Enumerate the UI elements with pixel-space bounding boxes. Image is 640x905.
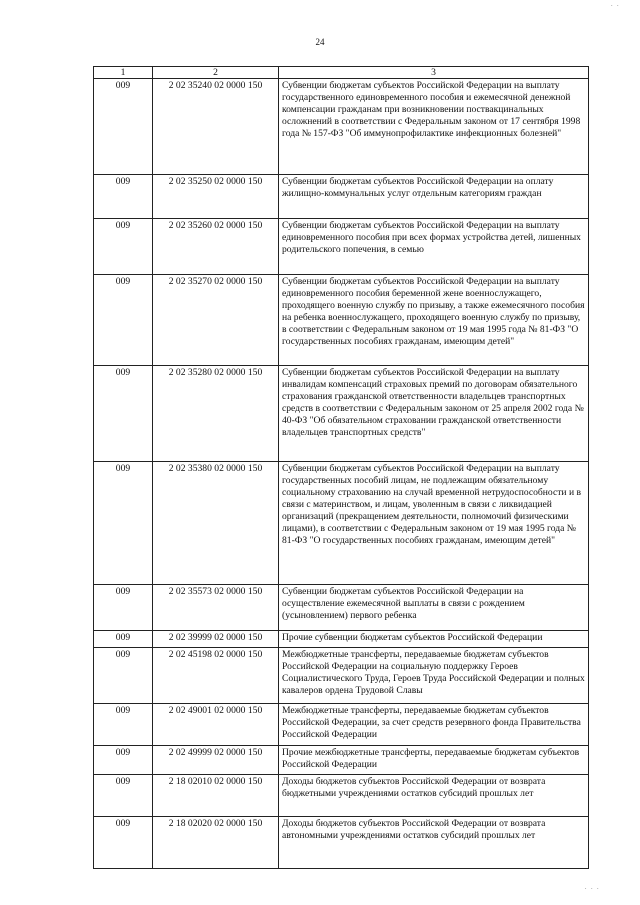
budget-code-cell: 2 02 35280 02 0000 150 — [153, 366, 279, 462]
admin-code-cell: 009 — [94, 175, 153, 219]
budget-code-cell: 2 02 35250 02 0000 150 — [153, 175, 279, 219]
budget-code-cell: 2 18 02020 02 0000 150 — [153, 817, 279, 869]
admin-code-cell: 009 — [94, 366, 153, 462]
description-cell: Субвенции бюджетам субъектов Российской Федерации на осуществление ежемесячной выплаты в связи с рождением (усыновлением) первого ребенка — [279, 585, 589, 631]
description-cell: Межбюджетные трансферты, передаваемые бюджетам субъектов Российской Федерации, за счет средств резервного фонда Правительства Российской Федерации — [279, 704, 589, 746]
revenue-codes-table — [93, 66, 589, 869]
description-cell: Субвенции бюджетам субъектов Российской Федерации на выплату единовременного пособия беременной жене военнослужащего, проходящего военную службу по призыву, а также ежемесячного пособия на ребенка военнослужащего, проходящего военную службу по призыву, в соответствии с Федеральным законом от 19 мая 1995 года № 81-ФЗ "О государственных пособиях гражданам, имеющим детей" — [279, 275, 589, 366]
table-row — [94, 175, 589, 219]
column-header-3: 3 — [279, 67, 589, 79]
corner-mark-top: · · — [610, 2, 620, 10]
table-row — [94, 366, 589, 462]
budget-code-cell: 2 02 35270 02 0000 150 — [153, 275, 279, 366]
admin-code-cell: 009 — [94, 631, 153, 648]
admin-code-cell: 009 — [94, 775, 153, 817]
table-row — [94, 79, 589, 175]
table-row — [94, 219, 589, 275]
budget-code-cell: 2 18 02010 02 0000 150 — [153, 775, 279, 817]
budget-code-cell: 2 02 39999 02 0000 150 — [153, 631, 279, 648]
admin-code-cell: 009 — [94, 817, 153, 869]
budget-code-cell: 2 02 35573 02 0000 150 — [153, 585, 279, 631]
page-number: 24 — [315, 37, 325, 47]
table-row — [94, 817, 589, 869]
admin-code-cell: 009 — [94, 704, 153, 746]
description-cell: Субвенции бюджетам субъектов Российской Федерации на выплату государственных пособий лицам, не подлежащим обязательному социальному страхованию на случай временной нетрудоспособности и в связи с материнством, и лицам, уволенным в связи с ликвидацией организаций (прекращением деятельности, полномочий физическими лицами), в соответствии с Федеральным законом от 19 мая 1995 года № 81-ФЗ "О государственных пособиях гражданам, имеющим детей" — [279, 462, 589, 585]
description-cell: Субвенции бюджетам субъектов Российской Федерации на оплату жилищно-коммунальных услуг отдельным категориям граждан — [279, 175, 589, 219]
budget-code-cell: 2 02 45198 02 0000 150 — [153, 648, 279, 704]
description-cell: Субвенции бюджетам субъектов Российской Федерации на выплату инвалидам компенсаций страховых премий по договорам обязательного страхования гражданской ответственности владельцев транспортных средств в соответствии с Федеральным законом от 25 апреля 2002 года № 40-ФЗ "Об обязательном страховании гражданской ответственности владельцев транспортных средств" — [279, 366, 589, 462]
admin-code-cell: 009 — [94, 746, 153, 775]
admin-code-cell: 009 — [94, 585, 153, 631]
description-cell: Субвенции бюджетам субъектов Российской Федерации на выплату единовременного пособия при всех формах устройства детей, лишенных родительского попечения, в семью — [279, 219, 589, 275]
table-row — [94, 585, 589, 631]
admin-code-cell: 009 — [94, 219, 153, 275]
budget-code-cell: 2 02 49001 02 0000 150 — [153, 704, 279, 746]
description-cell: Доходы бюджетов субъектов Российской Федерации от возврата бюджетными учреждениями остатков субсидий прошлых лет — [279, 775, 589, 817]
description-cell: Прочие субвенции бюджетам субъектов Российской Федерации — [279, 631, 589, 648]
table-row — [94, 462, 589, 585]
corner-mark-bottom: · · · — [584, 885, 600, 893]
budget-code-cell: 2 02 35380 02 0000 150 — [153, 462, 279, 585]
admin-code-cell: 009 — [94, 275, 153, 366]
admin-code-cell: 009 — [94, 462, 153, 585]
budget-code-cell: 2 02 49999 02 0000 150 — [153, 746, 279, 775]
description-cell: Субвенции бюджетам субъектов Российской Федерации на выплату государственного единовременного пособия и ежемесячной денежной компенсации гражданам при возникновении поствакцинальных осложнений в соответствии с Федеральным законом от 17 сентября 1998 года № 157-ФЗ "Об иммунопрофилактике инфекционных болезней" — [279, 79, 589, 175]
description-cell: Прочие межбюджетные трансферты, передаваемые бюджетам субъектов Российской Федерации — [279, 746, 589, 775]
description-cell: Межбюджетные трансферты, передаваемые бюджетам субъектов Российской Федерации на социальную поддержку Героев Социалистического Труда, Героев Труда Российской Федерации и полных кавалеров ордена Трудовой Славы — [279, 648, 589, 704]
budget-code-cell: 2 02 35260 02 0000 150 — [153, 219, 279, 275]
table-row — [94, 648, 589, 704]
table-header-row — [94, 67, 589, 79]
table-row — [94, 746, 589, 775]
table-row — [94, 775, 589, 817]
table-row — [94, 704, 589, 746]
table-row — [94, 631, 589, 648]
description-cell: Доходы бюджетов субъектов Российской Федерации от возврата автономными учреждениями остатков субсидий прошлых лет — [279, 817, 589, 869]
admin-code-cell: 009 — [94, 79, 153, 175]
admin-code-cell: 009 — [94, 648, 153, 704]
column-header-2: 2 — [153, 67, 279, 79]
column-header-1: 1 — [94, 67, 153, 79]
budget-code-cell: 2 02 35240 02 0000 150 — [153, 79, 279, 175]
table-row — [94, 275, 589, 366]
